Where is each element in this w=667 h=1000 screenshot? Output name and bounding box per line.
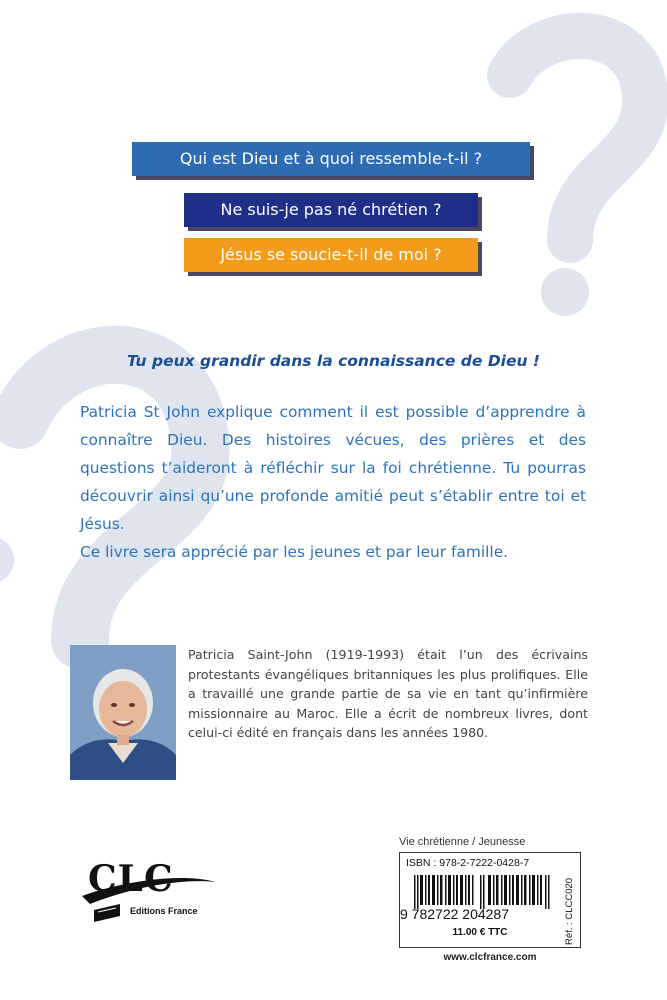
reference-code: Réf. : CLCC020	[564, 877, 575, 945]
question-banner-3	[184, 238, 478, 272]
website-url: www.clcfrance.com	[443, 952, 537, 963]
question-banner-2	[184, 193, 478, 227]
question-text-1: Qui est Dieu et à quoi ressemble-t-il ?	[179, 149, 483, 168]
publisher-logo	[80, 852, 220, 932]
description-paragraph: Patricia St John explique comment il est possible d’apprendre à connaître Dieu. Des histoires vécues, des prières et des questions t’aideront à réfléchir sur la foi chrétienne. Tu pourras découvrir ainsi qu’une profonde amitié peut s’établir entre toi et Jésus.	[80, 403, 586, 533]
tagline: Tu peux grandir dans la connaissance de Dieu !	[126, 352, 541, 370]
barcode-icon	[414, 875, 554, 909]
author-portrait-image	[70, 645, 176, 780]
description-closing: Ce livre sera apprécié par les jeunes et par leur famille.	[80, 543, 509, 561]
author-bio: Patricia Saint-John (1919-1993) était l’un des écrivains protestants évangéliques britanniques les plus prolifiques. Elle a travaillé une grande partie de sa vie en tant qu’infirmière missionnaire au Maroc. Elle a écrit de nombreux livres, dont celui-ci édité en français dans les années 1980.	[188, 647, 588, 740]
barcode-digits: 9 782722 204287	[400, 906, 509, 922]
price: 11.00 € TTC	[452, 927, 508, 938]
author-photo	[70, 645, 176, 780]
question-text-3: Jésus se soucie-t-il de moi ?	[220, 245, 442, 264]
barcode-box	[399, 852, 581, 948]
logo-text: CLC	[88, 858, 174, 900]
logo-subtitle: Editions France	[130, 906, 198, 916]
question-text-2: Ne suis-je pas né chrétien ?	[220, 200, 442, 219]
description	[80, 398, 586, 566]
question-banner-1	[132, 142, 530, 176]
isbn-text: ISBN : 978-2-7222-0428-7	[406, 857, 530, 869]
category-label: Vie chrétienne / Jeunesse	[399, 836, 526, 848]
